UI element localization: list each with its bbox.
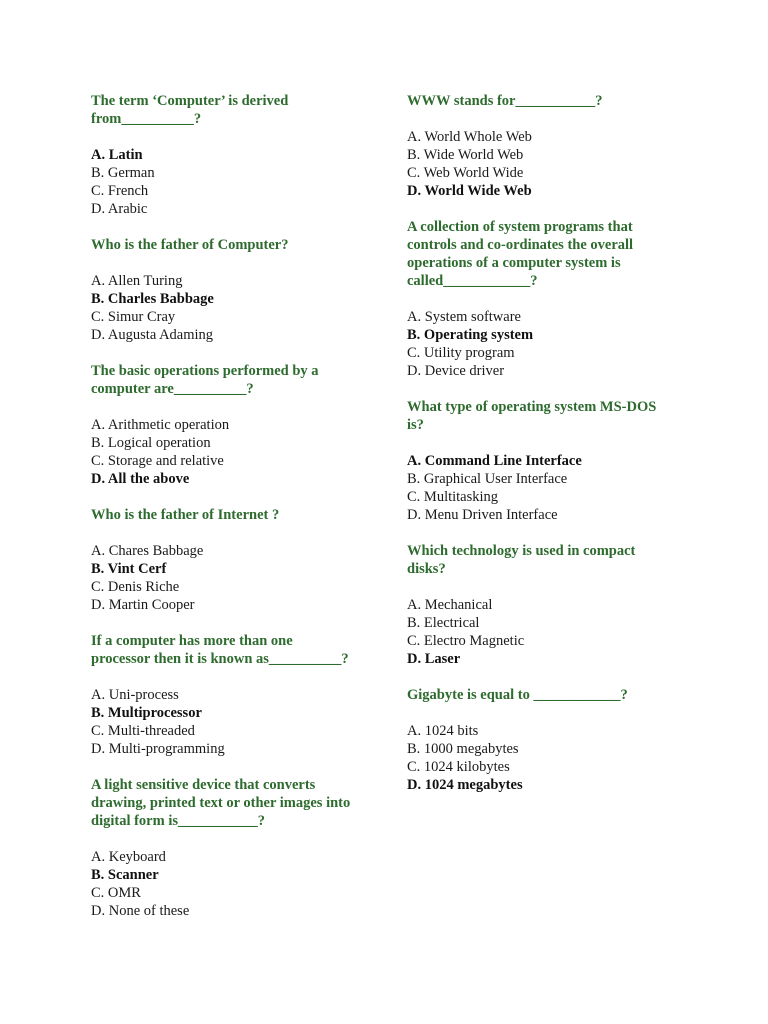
question-block [407, 686, 697, 794]
question-block [91, 236, 376, 344]
answer-option: A. 1024 bits [407, 723, 479, 739]
question-text: Who is the father of Computer? [91, 237, 289, 253]
answer-option: D. Martin Cooper [91, 597, 195, 613]
correct-answer-option: D. Laser [407, 651, 461, 667]
answer-option: B. Graphical User Interface [407, 471, 568, 487]
answer-option: B. Electrical [407, 615, 480, 631]
answer-option: B. Logical operation [91, 435, 211, 451]
question-text: WWW stands for___________? [407, 93, 603, 109]
answer-option: C. OMR [91, 885, 141, 901]
answer-option: C. Storage and relative [91, 453, 224, 469]
answer-options [91, 542, 376, 614]
question-block [91, 632, 376, 758]
answer-option: C. Multitasking [407, 489, 499, 505]
answer-option: B. 1000 megabytes [407, 741, 519, 757]
answer-option: C. French [91, 183, 149, 199]
answer-option: A. Keyboard [91, 849, 166, 865]
answer-options [407, 722, 697, 794]
answer-option: C. Web World Wide [407, 165, 524, 181]
question-text: The basic operations performed by a computer are__________? [91, 363, 319, 397]
answer-options [91, 416, 376, 488]
answer-options [407, 128, 697, 200]
correct-answer-option: A. Latin [91, 147, 143, 163]
answer-option: A. Uni-process [91, 687, 179, 703]
question-text: Who is the father of Internet ? [91, 507, 280, 523]
question-text: Gigabyte is equal to ____________? [407, 687, 628, 703]
answer-option: A. World Whole Web [407, 129, 532, 145]
answer-option: A. Chares Babbage [91, 543, 204, 559]
correct-answer-option: B. Multiprocessor [91, 705, 202, 721]
question-text: A light sensitive device that converts drawing, printed text or other images into digital form is___________? [91, 777, 351, 829]
question-block [407, 542, 697, 668]
answer-option: C. Denis Riche [91, 579, 180, 595]
answer-option: C. Multi-threaded [91, 723, 195, 739]
answer-option: A. System software [407, 309, 521, 325]
question-text: If a computer has more than one processor then it is known as__________? [91, 633, 349, 667]
answer-option: A. Arithmetic operation [91, 417, 230, 433]
answer-option: B. Wide World Web [407, 147, 524, 163]
question-block [91, 506, 376, 614]
answer-option: C. Utility program [407, 345, 515, 361]
question-block [407, 92, 697, 200]
answer-options [91, 848, 376, 920]
answer-option: D. Multi-programming [91, 741, 225, 757]
question-block [407, 398, 697, 524]
answer-option: A. Mechanical [407, 597, 493, 613]
answer-option: C. 1024 kilobytes [407, 759, 510, 775]
correct-answer-option: B. Vint Cerf [91, 561, 167, 577]
correct-answer-option: D. World Wide Web [407, 183, 532, 199]
question-block [91, 362, 376, 488]
answer-options [91, 146, 376, 218]
question-block [91, 92, 376, 218]
correct-answer-option: A. Command Line Interface [407, 453, 582, 469]
question-block [91, 776, 376, 920]
left-question-column [91, 92, 376, 938]
answer-option: D. Menu Driven Interface [407, 507, 558, 523]
answer-option: B. German [91, 165, 155, 181]
correct-answer-option: B. Scanner [91, 867, 159, 883]
question-text: What type of operating system MS-DOS is? [407, 399, 657, 433]
right-question-column [407, 92, 697, 812]
correct-answer-option: D. 1024 megabytes [407, 777, 523, 793]
answer-options [91, 686, 376, 758]
answer-option: D. None of these [91, 903, 190, 919]
question-text: The term ‘Computer’ is derived from__________? [91, 93, 289, 127]
correct-answer-option: B. Charles Babbage [91, 291, 214, 307]
answer-option: C. Simur Cray [91, 309, 176, 325]
answer-option: A. Allen Turing [91, 273, 183, 289]
answer-option: C. Electro Magnetic [407, 633, 525, 649]
correct-answer-option: D. All the above [91, 471, 190, 487]
answer-option: D. Device driver [407, 363, 505, 379]
question-text: A collection of system programs that controls and co-ordinates the overall operations of a computer system is called____________? [407, 219, 634, 289]
correct-answer-option: B. Operating system [407, 327, 534, 343]
answer-options [91, 272, 376, 344]
question-text: Which technology is used in compact disks? [407, 543, 636, 577]
answer-option: D. Arabic [91, 201, 148, 217]
answer-option: D. Augusta Adaming [91, 327, 214, 343]
answer-options [407, 452, 697, 524]
question-block [407, 218, 697, 380]
answer-options [407, 596, 697, 668]
answer-options [407, 308, 697, 380]
